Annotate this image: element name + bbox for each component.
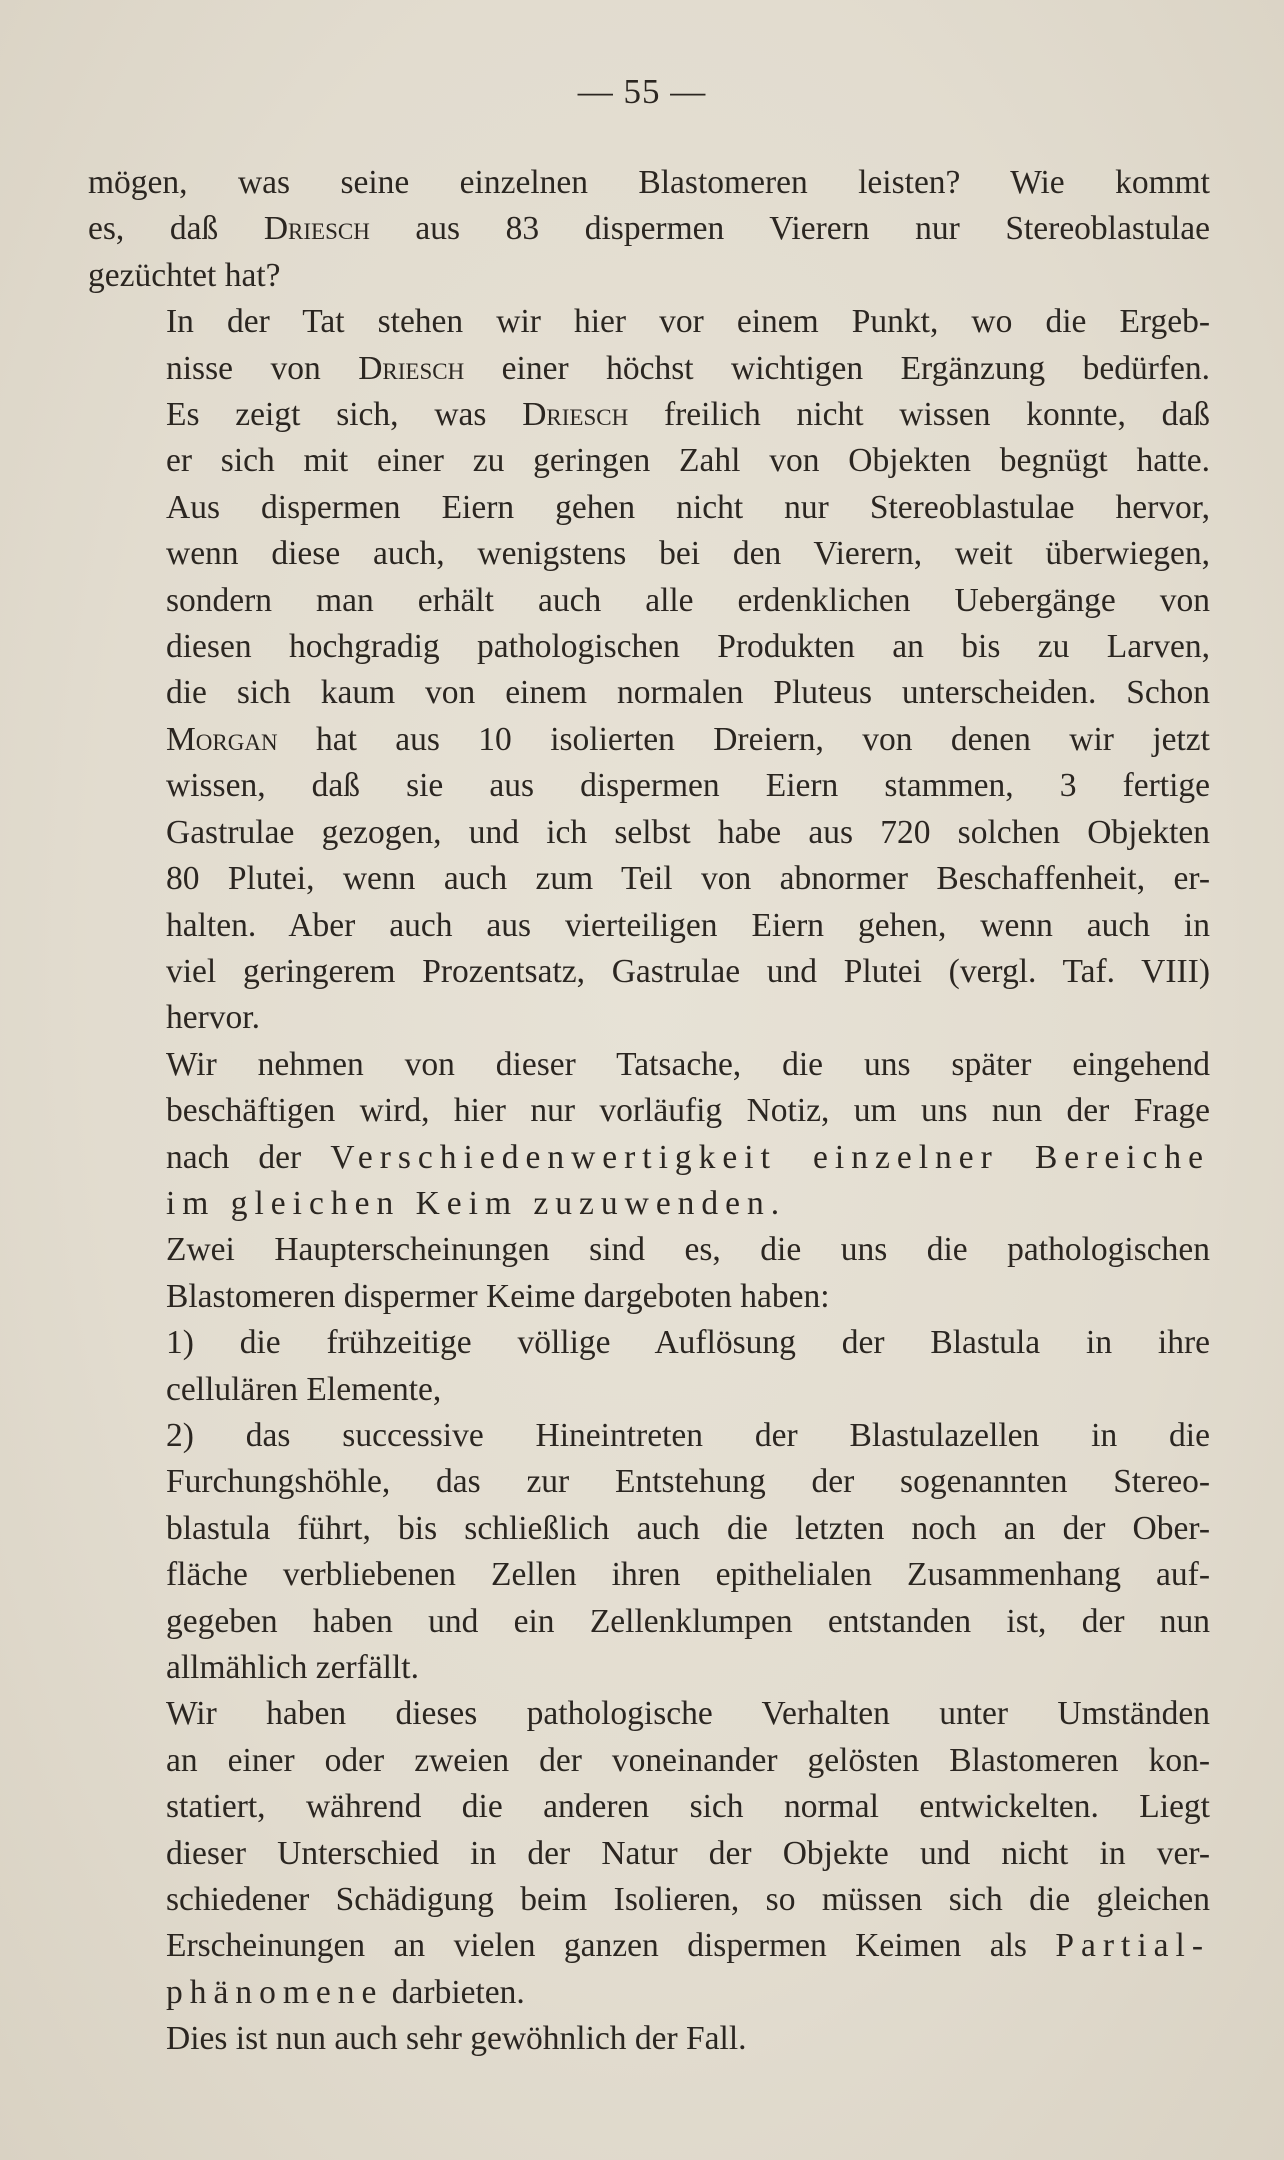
text-run: Aus dispermen Eiern gehen nicht nur Stereoblastulae hervor, bbox=[166, 488, 1210, 526]
text-line bbox=[88, 438, 1210, 484]
text-run: sondern man erhält auch alle erdenklichen Uebergänge von bbox=[166, 581, 1210, 619]
text-run: blastula führt, bis schließlich auch die letzten noch an der Ober- bbox=[166, 1509, 1210, 1547]
text-run: Erscheinungen an vielen ganzen dispermen Keimen als bbox=[166, 1927, 1056, 1965]
paragraph bbox=[88, 1227, 1210, 1320]
emphasized-text: Verschiedenwertigkeit einzelner Bereiche bbox=[330, 1138, 1210, 1176]
text-line bbox=[88, 1877, 1210, 1923]
text-line bbox=[88, 1181, 1210, 1227]
text-line bbox=[88, 1691, 1210, 1737]
text-line bbox=[88, 392, 1210, 438]
text-run: Furchungshöhle, das zur Entstehung der sogenannten Stereo- bbox=[166, 1463, 1210, 1501]
text-line bbox=[88, 1274, 1210, 1320]
text-line bbox=[88, 2016, 1210, 2062]
text-line bbox=[88, 1320, 1210, 1366]
text-line bbox=[88, 1506, 1210, 1552]
text-run: nisse von bbox=[166, 349, 359, 387]
emphasized-text: Partial- bbox=[1055, 1927, 1210, 1965]
text-line bbox=[88, 1135, 1210, 1181]
text-line bbox=[88, 1645, 1210, 1691]
text-line bbox=[88, 160, 1210, 206]
text-line bbox=[88, 1042, 1210, 1088]
text-line bbox=[88, 206, 1210, 252]
text-run: allmählich zerfällt. bbox=[166, 1649, 419, 1686]
text-run: In der Tat stehen wir hier vor einem Punkt, wo die Ergeb- bbox=[166, 303, 1210, 341]
text-run: beschäftigen wird, hier nur vorläufig Notiz, um uns nun der Frage bbox=[166, 1092, 1210, 1130]
text-line bbox=[88, 1227, 1210, 1273]
text-run: schiedener Schädigung beim Isolieren, so müssen sich die gleichen bbox=[166, 1881, 1210, 1919]
text-line bbox=[88, 578, 1210, 624]
text-run: nach der bbox=[166, 1138, 331, 1176]
text-run: Es zeigt sich, was bbox=[166, 396, 523, 434]
text-run: an einer oder zweien der voneinander gelösten Blastomeren kon- bbox=[166, 1741, 1210, 1779]
author-name: Driesch bbox=[263, 210, 370, 248]
text-line bbox=[88, 531, 1210, 577]
text-run: diesen hochgradig pathologischen Produkten an bis zu Larven, bbox=[166, 628, 1210, 666]
text-run: halten. Aber auch aus vierteiligen Eiern gehen, wenn auch in bbox=[166, 906, 1210, 944]
text-line bbox=[88, 1599, 1210, 1645]
text-run: gegeben haben und ein Zellenklumpen entstanden ist, der nun bbox=[166, 1602, 1210, 1640]
text-line bbox=[88, 1367, 1210, 1413]
paragraph bbox=[88, 299, 1210, 1042]
paragraph bbox=[88, 1413, 1210, 1691]
paragraph bbox=[88, 2016, 1210, 2062]
text-run: viel geringerem Prozentsatz, Gastrulae und Plutei (vergl. Taf. VIII) bbox=[166, 952, 1210, 990]
text-run: es, daß bbox=[88, 210, 264, 248]
author-name: Driesch bbox=[522, 396, 629, 434]
text-line bbox=[88, 1831, 1210, 1877]
paragraph bbox=[88, 1691, 1210, 2016]
text-line bbox=[88, 856, 1210, 902]
text-line bbox=[88, 1459, 1210, 1505]
author-name: Driesch bbox=[358, 349, 465, 387]
text-line bbox=[88, 1088, 1210, 1134]
text-line bbox=[88, 1923, 1210, 1969]
text-line bbox=[88, 1970, 1210, 2016]
text-line bbox=[88, 1413, 1210, 1459]
text-run: Zwei Haupterscheinungen sind es, die uns die pathologischen bbox=[166, 1231, 1210, 1269]
text-line bbox=[88, 299, 1210, 345]
text-line bbox=[88, 903, 1210, 949]
text-run: fläche verbliebenen Zellen ihren epithelialen Zusammenhang auf- bbox=[166, 1556, 1210, 1594]
text-run: Gastrulae gezogen, und ich selbst habe aus 720 solchen Objekten bbox=[166, 813, 1210, 851]
paragraph bbox=[88, 1320, 1210, 1413]
text-run: die sich kaum von einem normalen Pluteus unterscheiden. Schon bbox=[166, 674, 1210, 712]
text-run: cellulären Elemente, bbox=[166, 1370, 442, 1408]
emphasized-text: phänomene bbox=[166, 1973, 384, 2011]
emphasized-text: im gleichen Keim zuzuwenden. bbox=[166, 1184, 787, 1222]
text-line bbox=[88, 346, 1210, 392]
text-line bbox=[88, 995, 1210, 1041]
text-run: Wir haben dieses pathologische Verhalten unter Umständen bbox=[166, 1695, 1210, 1733]
text-run: hervor. bbox=[166, 999, 260, 1037]
text-line bbox=[88, 949, 1210, 995]
text-run: darbieten. bbox=[383, 1973, 525, 2011]
text-run: Dies ist nun auch sehr gewöhnlich der Fall. bbox=[166, 2020, 747, 2058]
text-run: einer höchst wichtigen Ergänzung bedürfen. bbox=[464, 349, 1210, 387]
text-line bbox=[88, 624, 1210, 670]
text-run: gezüchtet hat? bbox=[88, 256, 281, 294]
text-line bbox=[88, 810, 1210, 856]
text-run: dieser Unterschied in der Natur der Objekte und nicht in ver- bbox=[166, 1834, 1210, 1872]
body-text bbox=[88, 160, 1210, 2063]
text-line bbox=[88, 1784, 1210, 1830]
text-run: wenn diese auch, wenigstens bei den Vierern, weit überwiegen, bbox=[166, 535, 1210, 573]
text-line bbox=[88, 670, 1210, 716]
text-run: 80 Plutei, wenn auch zum Teil von abnormer Beschaffenheit, er- bbox=[166, 860, 1210, 898]
text-run: freilich nicht wissen konnte, daß bbox=[628, 396, 1210, 434]
text-run: mögen, was seine einzelnen Blastomeren leisten? Wie kommt bbox=[88, 164, 1210, 201]
text-line bbox=[88, 485, 1210, 531]
text-line bbox=[88, 717, 1210, 763]
text-run: hat aus 10 isolierten Dreiern, von denen wir jetzt bbox=[277, 720, 1210, 758]
text-run: Wir nehmen von dieser Tatsache, die uns später eingehend bbox=[166, 1045, 1210, 1083]
text-line bbox=[88, 1738, 1210, 1784]
author-name: Morgan bbox=[166, 720, 278, 758]
page-number: — 55 — bbox=[577, 72, 707, 111]
paragraph bbox=[88, 160, 1210, 299]
text-line bbox=[88, 1552, 1210, 1598]
text-run: 2) das successive Hineintreten der Blastulazellen in die bbox=[166, 1416, 1210, 1454]
text-run: aus 83 dispermen Vierern nur Stereoblastulae bbox=[369, 210, 1211, 248]
text-line bbox=[88, 253, 1210, 299]
paragraph bbox=[88, 1042, 1210, 1228]
text-run: wissen, daß sie aus dispermen Eiern stammen, 3 fertige bbox=[166, 767, 1210, 805]
text-line bbox=[88, 763, 1210, 809]
text-run: Blastomeren dispermer Keime dargeboten haben: bbox=[166, 1277, 830, 1315]
text-run: er sich mit einer zu geringen Zahl von Objekten begnügt hatte. bbox=[166, 442, 1210, 480]
text-run: statiert, während die anderen sich normal entwickelten. Liegt bbox=[166, 1788, 1210, 1826]
text-run: 1) die frühzeitige völlige Auflösung der Blastula in ihre bbox=[166, 1324, 1210, 1362]
